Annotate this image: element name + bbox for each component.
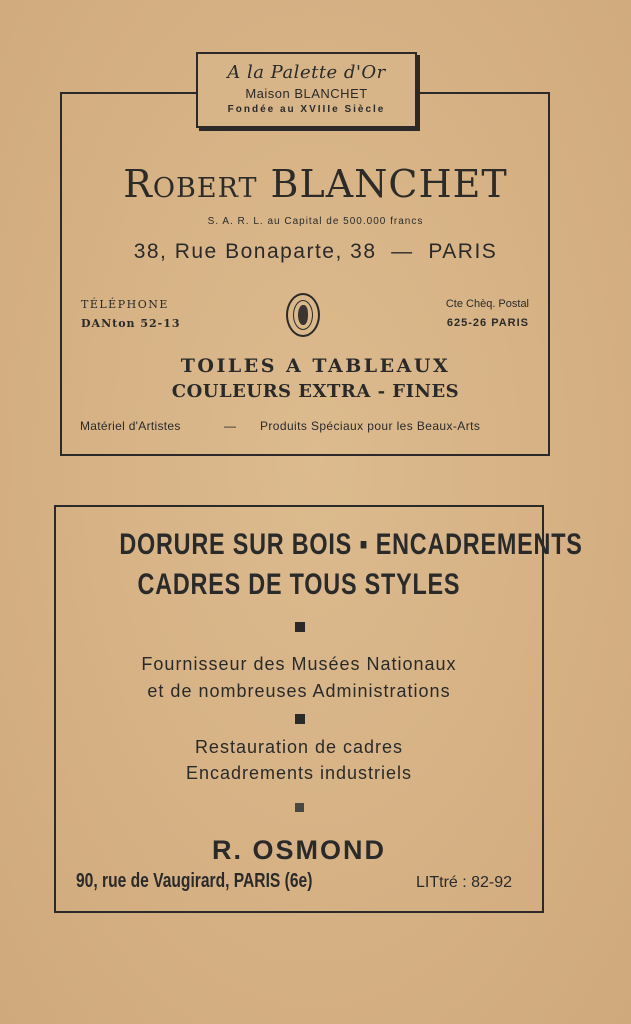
osmond-address: 90, rue de Vaugirard, PARIS (6e)	[76, 870, 313, 892]
sarl-capital: S. A. R. L. au Capital de 500.000 francs	[207, 216, 424, 227]
palette-dor-sign	[196, 52, 417, 128]
telephone-label: TÉLÉPHONE	[81, 298, 169, 311]
produits-speciaux: Produits Spéciaux pour les Beaux-Arts	[260, 419, 481, 433]
palette-dor-title: A la Palette d'Or	[227, 62, 386, 83]
administrations-line: et de nombreuses Administrations	[147, 681, 451, 701]
founded-line: Fondée au XVIIIe Siècle	[227, 104, 386, 115]
blanchet-address: 38, Rue Bonaparte, 38 — PARIS	[133, 240, 498, 263]
cheque-postal-label: Cte Chèq. Postal	[445, 298, 529, 310]
cameo-portrait-icon	[286, 293, 320, 337]
divider-square	[295, 803, 304, 812]
encadrements-industriels-line: Encadrements industriels	[185, 763, 413, 783]
materiel-artistes: Matériel d'Artistes	[80, 419, 181, 433]
robert-blanchet-name: Robert BLANCHET	[123, 162, 508, 206]
toiles-tableaux: TOILES A TABLEAUX	[180, 355, 451, 377]
telephone-number: DANton 52-13	[81, 317, 181, 330]
divider-square	[295, 622, 305, 632]
cheque-postal-number: 625-26 PARIS	[446, 317, 529, 329]
fournisseur-line: Fournisseur des Musées Nationaux	[141, 654, 457, 674]
cadres-headline: CADRES DE TOUS STYLES	[137, 568, 461, 601]
dorure-headline: DORURE SUR BOIS ▪ ENCADREMENTS	[119, 528, 583, 561]
osmond-phone: LITtré : 82-92	[416, 874, 513, 891]
couleurs-extra-fines: COULEURS EXTRA - FINES	[171, 381, 460, 402]
footer-dash: —	[224, 419, 236, 433]
r-osmond-name: R. OSMOND	[211, 835, 386, 865]
divider-square	[295, 714, 305, 724]
restauration-line: Restauration de cadres	[194, 737, 404, 757]
maison-blanchet: Maison BLANCHET	[245, 86, 368, 101]
